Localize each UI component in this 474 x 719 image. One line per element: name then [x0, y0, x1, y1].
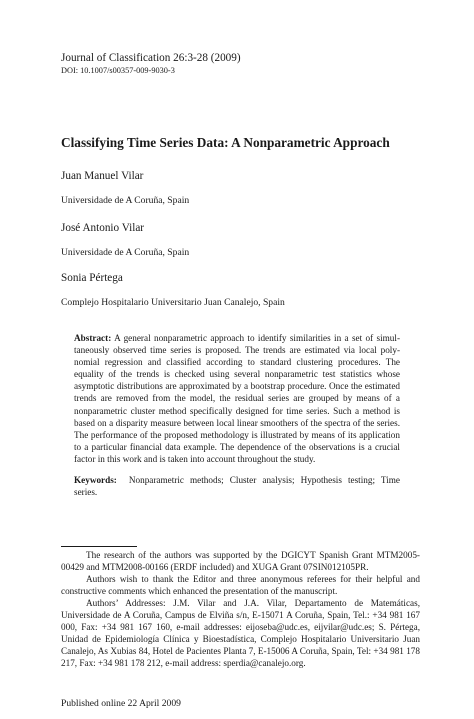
- abstract-text: A general nonparametric approach to identify similarities in a set of simultaneously observed time series is proposed. The trends are estimated via local polynomial regression and classified according to standard clustering procedures. The equality of the trends is checked using several nonparametric test statistics whose asymptotic distributions are approximated by a bootstrap procedure. Once the estimated trends are removed from the model, the residual series are grouped by means of a nonparametric cluster method specifically designed for time series. Such a method is based on a disparity measure between local linear smoothers of the spectra of the series. The performance of the proposed methodology is illustrated by means of its application to a particular financial data example. The dependence of the observations is a crucial factor in this work and is taken into account throughout the study.: [74, 333, 400, 464]
- abstract: [74, 332, 400, 465]
- author-name-1: Juan Manuel Vilar: [61, 170, 144, 182]
- author-affiliation-1: Universidade de A Coruña, Spain: [61, 195, 190, 206]
- keywords-label: Keywords:: [74, 475, 117, 485]
- footnote-funding: The research of the authors was supported by the DGICYT Spanish Grant MTM2005-00429 and MTM2008-00166 (ERDF included) and XUGA Grant 07SIN012105PR.: [61, 550, 420, 573]
- published-date: Published online 22 April 2009: [61, 698, 181, 709]
- footnote-addresses: Authors’ Addresses: J.M. Vilar and J.A. Vilar, Departamento de Matemáticas, Universidade de A Coruña, Campus de Elviña s/n, E-15071 A Coruña, Spain, Tel.: +34 981 167 000, Fax: +34 981 167 160, e-mail addresses: eijoseba@udc.es, eijvilar@udc.es; S. Pértega, Unidad de Epidemiología Clínica y Bioestadística, Complejo Hospitalario Universitario Juan Canalejo, As Xubias 84, Hotel de Pacientes Planta 7, E-15006 A Coruña, Spain, Tel: +34 981 178 217, Fax: +34 981 178 212, e-mail address: sperdia@canalejo.org.: [61, 598, 420, 669]
- keywords: [74, 474, 400, 498]
- doi: DOI: 10.1007/s00357-009-9030-3: [61, 66, 175, 75]
- footnote-rule: [61, 546, 137, 547]
- author-affiliation-3: Complejo Hospitalario Universitario Juan Canalejo, Spain: [61, 297, 285, 308]
- journal-citation: Journal of Classification 26:3-28 (2009): [61, 52, 241, 64]
- keywords-text: Nonparametric methods; Cluster analysis; Hypothesis testing; Time series.: [74, 475, 400, 498]
- author-affiliation-2: Universidade de A Coruña, Spain: [61, 247, 190, 258]
- abstract-label: Abstract:: [74, 333, 112, 343]
- author-name-3: Sonia Pértega: [61, 272, 123, 284]
- paper-title: Classifying Time Series Data: A Nonparametric Approach: [61, 135, 390, 150]
- author-name-2: José Antonio Vilar: [61, 222, 145, 234]
- footnote-acknowledgement: Authors wish to thank the Editor and three anonymous referees for their helpful and constructive comments which enhanced the presentation of the manuscript.: [61, 574, 420, 597]
